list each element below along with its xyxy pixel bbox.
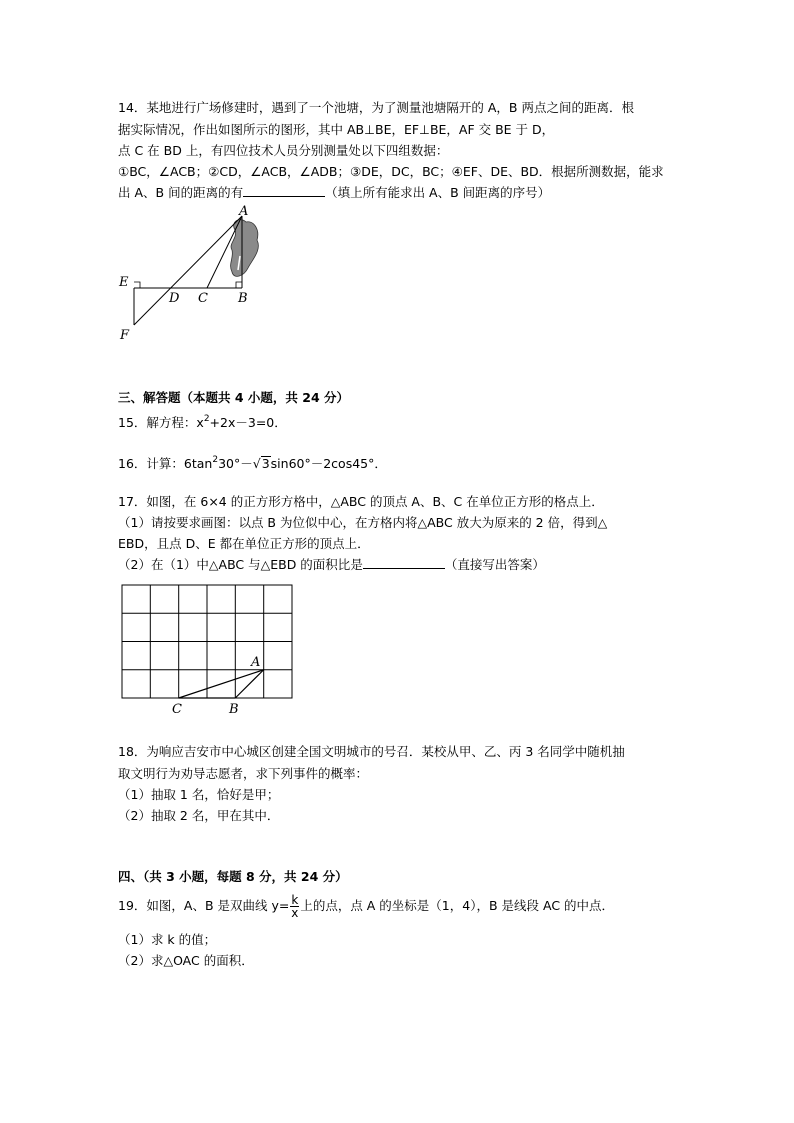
q16-prefix: 16．计算：6tan <box>118 456 213 471</box>
label-F: F <box>120 328 130 343</box>
q19-line-1 <box>118 892 614 920</box>
q15-exponent: 2 <box>203 414 210 424</box>
q17-line-2: （1）请按要求画图：以点 B 为位似中心，在方格内将△ABC 放大为原来的 2 倍，得到△ <box>118 515 608 530</box>
triangle-ABC <box>179 670 264 698</box>
q15-suffix: +2x－3=0． <box>209 415 287 430</box>
label-D: D <box>169 291 180 306</box>
label-B: B <box>238 291 248 306</box>
q17-line-3: EBD，且点 D、E 都在单位正方形的顶点上． <box>118 536 370 551</box>
grid-label-B: B <box>229 702 239 717</box>
right-angle-B <box>236 282 242 288</box>
q16-line <box>118 452 387 472</box>
label-A: A <box>239 204 249 219</box>
q18-line-2: 取文明行为劝导志愿者，求下列事件的概率： <box>118 766 369 781</box>
q16-radical-sign: √ <box>252 456 261 471</box>
q14-figure <box>112 200 262 345</box>
section-4-title: 四、（共 3 小题，每题 8 分，共 24 分） <box>118 869 348 884</box>
q14-line-1: 14．某地进行广场修建时，遇到了一个池塘，为了测量池塘隔开的 A，B 两点之间的距离．根 <box>118 100 634 115</box>
q17-answer-blank <box>363 557 445 569</box>
q19-numerator: k <box>291 893 299 907</box>
q18-line-1: 18．为响应吉安市中心城区创建全国文明城市的号召．某校从甲、乙、丙 3 名同学中随机抽 <box>118 744 625 759</box>
q14-line-2: 据实际情况，作出如图所示的图形，其中 AB⊥BE，EF⊥BE，AF 交 BE 于 D， <box>118 122 555 137</box>
q14-line-5-hint: （填上所有能求出 A、B 间距离的序号） <box>325 185 551 200</box>
q19-prefix: 19．如图，A、B 是双曲线 y= <box>118 898 290 913</box>
q19-denominator: x <box>291 906 299 920</box>
q16-suffix: sin60°－2cos45°． <box>270 456 387 471</box>
q15-line <box>118 411 287 431</box>
label-C: C <box>198 291 208 306</box>
q19-line-3: （2）求△OAC 的面积． <box>118 953 254 968</box>
segment-FA <box>134 216 242 325</box>
q14-line-5 <box>118 185 550 201</box>
q16-exponent: 2 <box>212 455 219 465</box>
q14-answer-blank <box>243 185 325 197</box>
q17-line-4-hint: （直接写出答案） <box>444 557 545 572</box>
q19-line-2: （1）求 k 的值； <box>118 932 217 947</box>
q17-line-1: 17．如图，在 6×4 的正方形方格中，△ABC 的顶点 A、B、C 在单位正方形的格点上． <box>118 494 604 509</box>
square-grid <box>122 585 292 698</box>
grid-label-C: C <box>172 702 182 717</box>
q17-line-4-text: （2）在（1）中△ABC 与△EBD 的面积比是 <box>118 557 363 572</box>
q18-line-3: （1）抽取 1 名，恰好是甲； <box>118 787 280 802</box>
q14-line-3: 点 C 在 BD 上，有四位技术人员分别测量处以下四组数据： <box>118 143 449 158</box>
grid-label-A: A <box>251 655 261 670</box>
section-3-title: 三、解答题（本题共 4 小题，共 24 分） <box>118 390 350 405</box>
q19-fraction <box>290 894 299 919</box>
pond-shape <box>231 220 259 277</box>
label-E: E <box>119 275 129 290</box>
q15-prefix: 15．解方程：x <box>118 415 204 430</box>
q16-mid: 30°－ <box>218 456 253 471</box>
q17-line-4 <box>118 557 545 573</box>
q19-suffix: 上的点，点 A 的坐标是（1，4），B 是线段 AC 的中点． <box>300 898 615 913</box>
q17-grid-figure <box>118 580 298 720</box>
q14-line-5-text: 出 A、B 间的距离的有 <box>118 185 244 200</box>
q14-line-4: ①BC，∠ACB；②CD，∠ACB，∠ADB；③DE，DC，BC；④EF、DE、BD．根据所测数据，能求 <box>118 164 664 179</box>
q16-radicand: 3 <box>261 456 270 471</box>
q18-line-4: （2）抽取 2 名，甲在其中． <box>118 808 280 823</box>
right-angle-E <box>134 282 140 288</box>
